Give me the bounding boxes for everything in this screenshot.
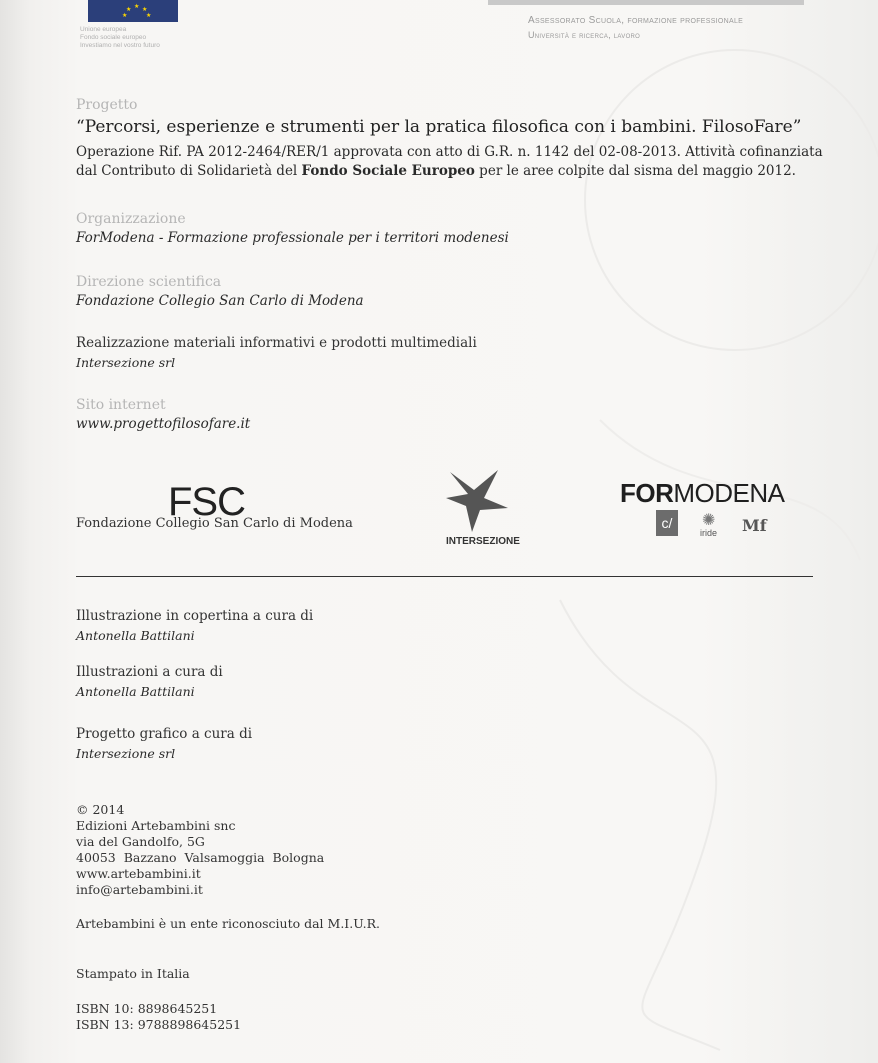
credit-label: Illustrazione in copertina a cura di — [76, 608, 314, 624]
mf-label: Mf — [742, 516, 767, 535]
region-assessorato — [528, 14, 743, 42]
copyright: © 2014 — [76, 802, 125, 817]
eu-flag-logo: ★ ★ ★ ★ ★ — [88, 0, 178, 22]
publisher-block — [76, 802, 324, 898]
miur-note: Artebambini è un ente riconosciuto dal M.I.U.R. — [76, 916, 380, 931]
eu-caption-line: Unione europea — [80, 26, 127, 33]
fsc-caption: Fondazione Collegio San Carlo di Modena — [76, 516, 353, 531]
operation-line-2 — [76, 162, 823, 181]
isbn-10: ISBN 10: 8898645251 — [76, 1001, 218, 1016]
direzione-label: Direzione scientifica — [76, 274, 222, 290]
sito-block — [76, 396, 250, 434]
credit-value: Antonella Battilani — [76, 684, 195, 699]
credit-label: Illustrazioni a cura di — [76, 664, 223, 680]
fse-highlight: Fondo Sociale Europeo — [301, 163, 475, 179]
sito-value: www.progettofilosofare.it — [76, 416, 251, 432]
region-line: Università e ricerca, lavoro — [528, 30, 641, 40]
project-block — [76, 96, 823, 181]
credit-value: Antonella Battilani — [76, 628, 195, 643]
publisher-email: info@artebambini.it — [76, 882, 203, 897]
cfp-icon: c/ — [656, 510, 678, 536]
publisher-city: 40053 Bazzano Valsamoggia Bologna — [76, 850, 325, 865]
printed-in: Stampato in Italia — [76, 966, 190, 981]
eu-caption-line: Fondo sociale europeo — [80, 34, 147, 41]
iride-label: iride — [700, 528, 718, 538]
publisher-name: Edizioni Artebambini snc — [76, 818, 236, 833]
formodena-partner-logos — [650, 508, 770, 542]
fsc-logo: FSC — [168, 480, 245, 524]
credit-label: Progetto grafico a cura di — [76, 726, 253, 742]
realizzazione-value: Intersezione srl — [76, 355, 176, 370]
intersezione-caption: INTERSEZIONE — [446, 536, 520, 547]
formodena-bold: FOR — [620, 478, 674, 508]
operation-text: dal Contributo di Solidarietà del — [76, 163, 302, 179]
realizzazione-block — [76, 334, 477, 372]
realizzazione-label: Realizzazione materiali informativi e prodotti multimediali — [76, 335, 477, 351]
isbn-13: ISBN 13: 9788898645251 — [76, 1017, 242, 1032]
credit-block — [76, 725, 252, 763]
organizzazione-value: ForModena - Formazione professionale per i territori modenesi — [76, 230, 509, 246]
region-logo-band — [488, 0, 804, 5]
credit-block — [76, 663, 223, 701]
iride-star-icon: ✺ — [702, 510, 716, 529]
eu-caption-line: Investiamo nel vostro futuro — [80, 42, 160, 49]
direzione-block — [76, 273, 364, 311]
sito-label: Sito internet — [76, 397, 166, 413]
organizzazione-block — [76, 210, 509, 248]
credit-block — [76, 607, 313, 645]
formodena-light: MODENA — [673, 478, 785, 508]
publisher-web: www.artebambini.it — [76, 866, 201, 881]
formodena-logo — [620, 478, 785, 509]
eu-caption — [80, 26, 160, 50]
operation-text: per le aree colpite dal sisma del maggio 2012. — [474, 163, 796, 179]
credit-value: Intersezione srl — [76, 746, 176, 761]
isbn-block — [76, 1001, 241, 1033]
intersezione-logo-mark — [444, 468, 510, 534]
organizzazione-label: Organizzazione — [76, 211, 186, 227]
direzione-value: Fondazione Collegio San Carlo di Modena — [76, 293, 364, 309]
project-title: “Percorsi, esperienze e strumenti per la pratica filosofica con i bambini. FilosoFare” — [76, 117, 802, 137]
divider — [76, 576, 813, 577]
operation-line: Operazione Rif. PA 2012-2464/RER/1 approvata con atto di G.R. n. 1142 del 02-08-2013. Attività cofinanziata — [76, 144, 823, 160]
project-label: Progetto — [76, 97, 138, 113]
publisher-street: via del Gandolfo, 5G — [76, 834, 205, 849]
region-line: Assessorato Scuola, formazione professionale — [528, 15, 744, 26]
